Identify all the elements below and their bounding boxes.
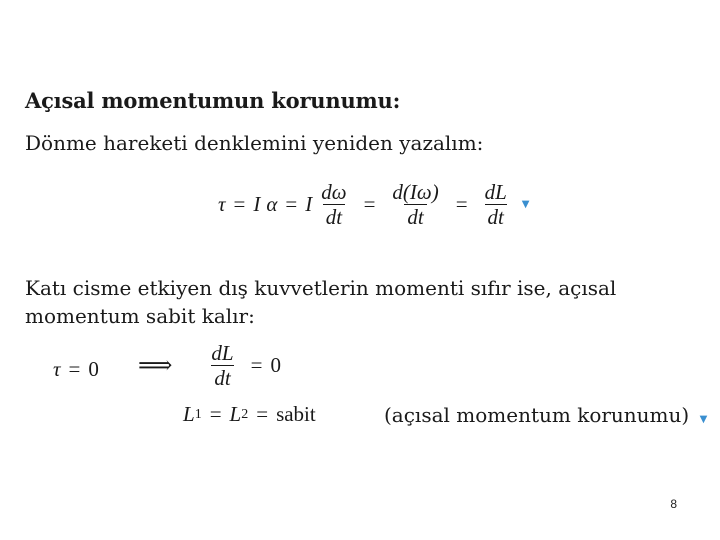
numerator: dL [211, 341, 234, 365]
denominator: dt [404, 204, 426, 229]
inertia-symbol: I [305, 192, 313, 216]
zero-value: 0 [88, 357, 99, 381]
denominator: dt [211, 365, 233, 390]
fraction-domega-dt [318, 180, 349, 229]
zero-torque-equation [53, 357, 99, 382]
note-text: (açısal momentum korunumu) [384, 403, 690, 427]
subscript-2: 2 [241, 406, 249, 422]
torque-equation [218, 180, 529, 229]
conservation-note [384, 403, 707, 427]
L2-symbol: L [229, 402, 242, 426]
inertia-symbol: I [253, 192, 261, 216]
numerator: dω [321, 180, 347, 204]
equals-sign: = [250, 353, 263, 377]
constant-word: sabit [276, 402, 316, 426]
conservation-equation [183, 402, 316, 427]
equals-sign: = [363, 192, 376, 216]
marker-icon[interactable]: ▼ [521, 199, 530, 210]
equals-sign: = [256, 402, 269, 426]
fraction-dIomega-dt [389, 180, 441, 229]
page-number: 8 [670, 497, 677, 511]
alpha-symbol: α [266, 192, 278, 216]
section-heading: Açısal momentumun korunumu: [25, 88, 401, 113]
equals-sign: = [455, 192, 468, 216]
tau-symbol: τ [218, 192, 226, 216]
fraction-dL-dt [482, 180, 510, 229]
equals-sign: = [209, 402, 222, 426]
statement-text: Katı cisme etkiyen dış kuvvetlerin momenti sıfır ise, açısal momentum sabit kalır: [25, 276, 617, 328]
subscript-1: 1 [194, 406, 202, 422]
denominator: dt [323, 204, 345, 229]
marker-icon[interactable]: ▼ [699, 414, 708, 425]
equals-sign: = [285, 192, 298, 216]
numerator: d(Iω) [392, 180, 439, 204]
equals-sign: = [233, 192, 246, 216]
denominator: dt [485, 204, 507, 229]
fraction-dL-dt [208, 341, 236, 390]
implies-arrow: ⟹ [138, 353, 173, 379]
zero-value: 0 [270, 353, 281, 377]
tau-symbol: τ [53, 357, 61, 381]
equals-sign: = [68, 357, 81, 381]
L1-symbol: L [183, 402, 195, 426]
dL-dt-equation [138, 341, 281, 390]
numerator: dL [484, 180, 507, 204]
intro-text: Dönme hareketi denklemini yeniden yazalım: [25, 131, 484, 155]
